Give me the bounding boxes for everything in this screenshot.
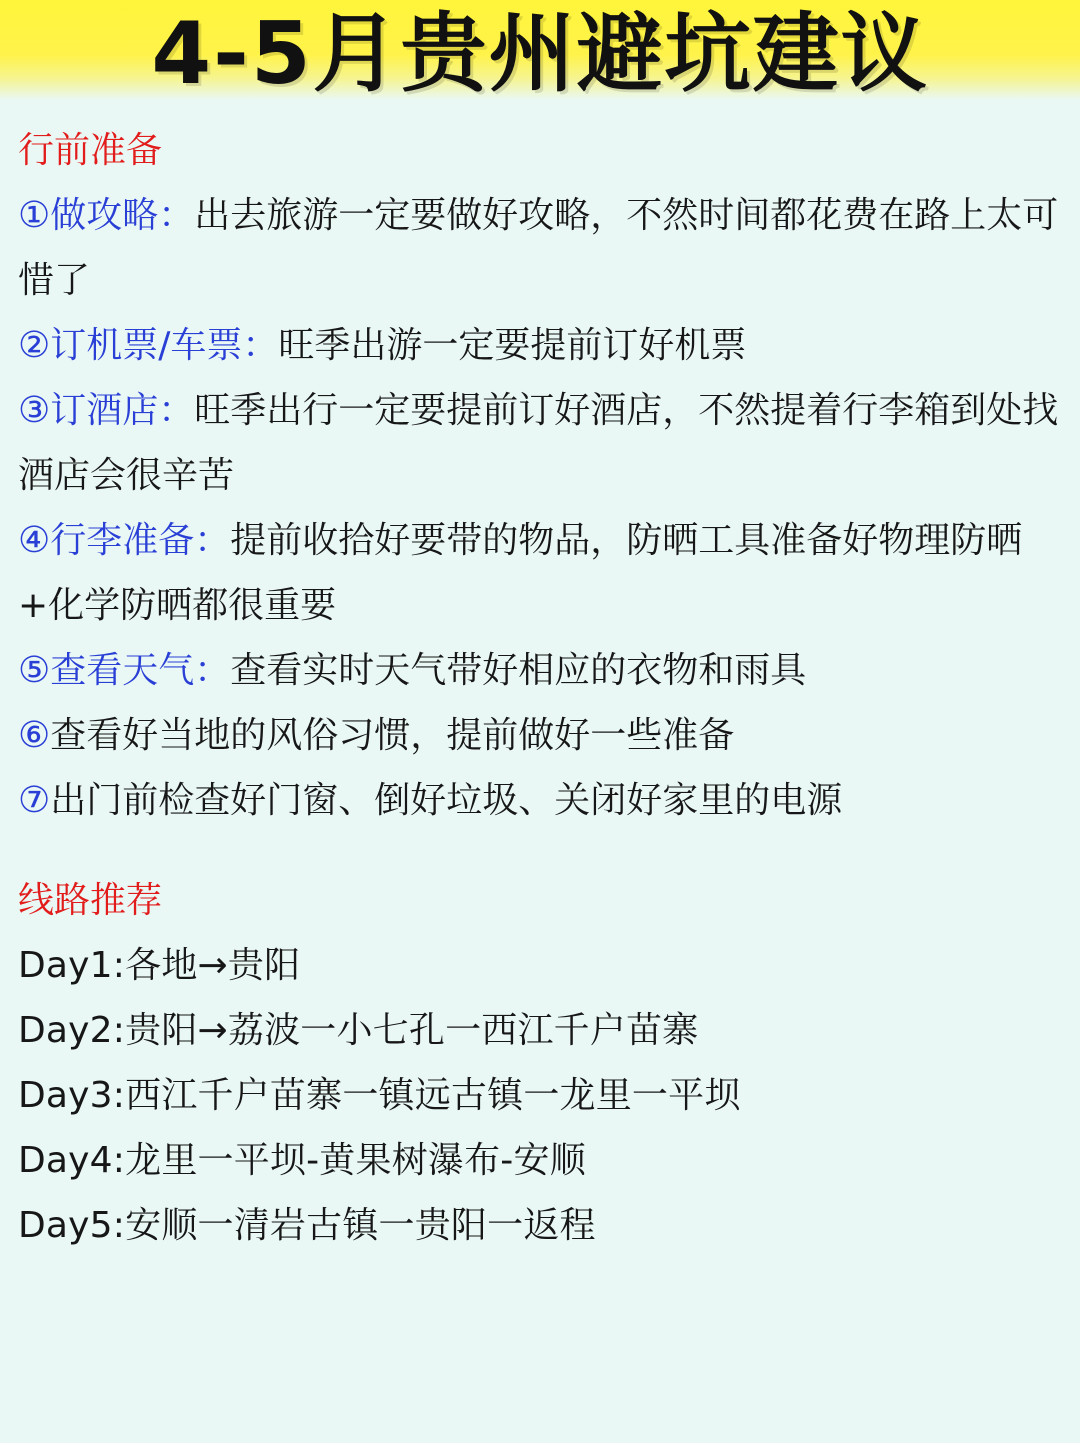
page-title: 4-5月贵州避坑建议 (151, 4, 929, 104)
item-key: 订酒店： (50, 390, 195, 431)
route-day-5: Day5:安顺一清岩古镇一贵阳一返程 (18, 1205, 596, 1246)
item-key: 做攻略： (50, 195, 195, 236)
prep-item (18, 508, 1062, 638)
prep-item (18, 183, 1062, 313)
item-key: 订机票/车票： (50, 325, 279, 366)
item-number: ⑦ (18, 780, 51, 821)
item-text: 旺季出行一定要提前订好酒店，不然提着行李箱到处找酒店会很辛苦 (18, 390, 1059, 496)
prep-item (18, 378, 1062, 508)
prep-item (18, 638, 1062, 703)
item-text: 旺季出游一定要提前订好机票 (278, 325, 747, 366)
item-key: 行李准备： (50, 520, 231, 561)
route-day-1: Day1:各地→贵阳 (18, 945, 301, 986)
prep-item (18, 768, 1062, 833)
item-key: 查看天气： (50, 650, 231, 691)
item-number: ④ (18, 520, 51, 561)
item-number: ② (18, 325, 51, 366)
item-text: 出门前检查好门窗、倒好垃圾、关闭好家里的电源 (50, 780, 843, 821)
item-text: 提前收拾好要带的物品，防晒工具准备好物理防晒+化学防晒都很重要 (18, 520, 1023, 626)
item-number: ① (18, 195, 51, 236)
item-number: ⑥ (18, 715, 51, 756)
item-number: ⑤ (18, 650, 51, 691)
section-heading-prep: 行前准备 (18, 130, 163, 171)
item-text: 出去旅游一定要做好攻略，不然时间都花费在路上太可惜了 (18, 195, 1059, 301)
content (18, 118, 1062, 1258)
prep-item (18, 703, 1062, 768)
section-gap (18, 833, 1062, 868)
item-text: 查看好当地的风俗习惯，提前做好一些准备 (50, 715, 735, 756)
route-day-3: Day3:西江千户苗寨一镇远古镇一龙里一平坝 (18, 1075, 741, 1116)
item-text: 查看实时天气带好相应的衣物和雨具 (230, 650, 807, 691)
route-day-2: Day2:贵阳→荔波一小七孔一西江千户苗寨 (18, 1010, 699, 1051)
route-day-4: Day4:龙里一平坝-黄果树瀑布-安顺 (18, 1140, 586, 1181)
section-heading-route: 线路推荐 (18, 880, 163, 921)
item-number: ③ (18, 390, 51, 431)
prep-item (18, 313, 1062, 378)
title-banner (0, 0, 1080, 104)
